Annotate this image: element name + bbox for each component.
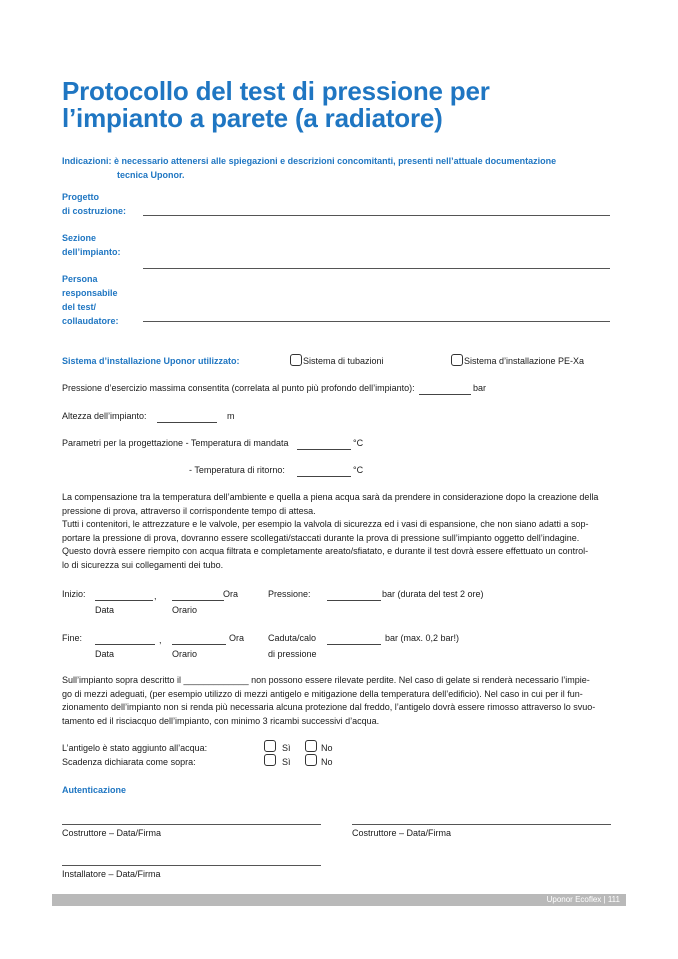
max-pressure-field[interactable] (419, 394, 471, 395)
installer-caption: Installatore – Data/Firma (62, 869, 161, 879)
end-drop-label-1: Caduta/calo (268, 633, 317, 643)
antifreeze-yes-checkbox[interactable] (264, 740, 276, 752)
paragraph-leakage (62, 674, 617, 728)
project-label-1: Progetto (62, 192, 99, 202)
height-field[interactable] (157, 422, 217, 423)
auth-heading: Autenticazione (62, 785, 127, 795)
section-label-1: Sezione (62, 233, 97, 243)
title-line-2: l’impianto a parete (a radiatore) (62, 103, 443, 133)
paragraph-line: Sull’impianto sopra descritto il _____________ non possono essere rilevate perdite. Nel caso di gelate si renderà necessario l’impie- (62, 675, 590, 685)
start-comma: , (154, 591, 157, 601)
paragraph-line: La compensazione tra la temperatura dell’ambiente e quella a piena acqua sarà da prendere in considerazione dopo la creazione della (62, 492, 599, 502)
end-time-field[interactable] (172, 644, 226, 645)
paragraph-line: pressione di prova, attraverso il corrispondente tempo di attesa. (62, 505, 316, 516)
end-label: Fine: (62, 633, 83, 643)
paragraph-line: tamento ed il risciacquo dell’impianto, con minimo 3 ricambi successivi d’acqua. (62, 715, 380, 726)
end-orario-caption: Orario (172, 649, 198, 659)
return-temp-label: - Temperatura di ritorno: (189, 465, 285, 475)
builder1-signature-field[interactable] (62, 824, 321, 825)
return-temp-unit: °C (353, 465, 364, 475)
paragraph-line: go di mezzi adeguati, (per esempio utilizzo di mezzi antigelo e mitigazione della temperatura dell’edificio). Nel caso in cui per il fun- (62, 688, 583, 699)
title-line-1: Protocollo del test di pressione per (62, 76, 490, 106)
expiry-label: Scadenza dichiarata come sopra: (62, 757, 196, 767)
flow-temp-unit: °C (353, 438, 364, 448)
antifreeze-no-label: No (321, 743, 333, 753)
expiry-no-label: No (321, 757, 333, 767)
start-ora: Ora (223, 589, 239, 599)
start-pressure-label: Pressione: (268, 589, 311, 599)
person-label-3: del test/ (62, 302, 97, 312)
builder2-caption: Costruttore – Data/Firma (352, 828, 452, 838)
end-ora: Ora (229, 633, 245, 643)
max-pressure-unit: bar (473, 383, 487, 393)
expiry-yes-label: Sì (282, 757, 291, 767)
person-label-1: Persona (62, 274, 98, 284)
page-title (62, 78, 490, 132)
paragraph-line: Questo dovrà essere riempito con acqua filtrata e completamente areato/sfiatato, e durante il test dovrà essere effettuato un control- (62, 546, 589, 556)
footer-bar (52, 894, 626, 906)
indications-line-2: tecnica Uponor. (117, 170, 185, 180)
flow-temp-field[interactable] (297, 449, 351, 450)
return-temp-field[interactable] (297, 476, 351, 477)
person-label-4: collaudatore: (62, 316, 119, 326)
end-drop-note: bar (max. 0,2 bar!) (385, 633, 460, 643)
start-time-field[interactable] (172, 600, 224, 601)
indications-line-1: Indicazioni: è necessario attenersi alle spiegazioni e descrizioni concomitanti, presenti nell’attuale documentazione (62, 156, 557, 166)
height-unit: m (227, 411, 235, 421)
section-label-2: dell’impianto: (62, 247, 121, 257)
antifreeze-label: L’antigelo è stato aggiunto all’acqua: (62, 743, 208, 753)
system-option1-label: Sistema di tubazioni (303, 356, 384, 366)
paragraph-line: Tutti i contenitori, le attrezzature e le valvole, per esempio la valvola di sicurezza ed i vasi di espansione, che non siano adatti a sop- (62, 519, 589, 529)
paragraph-line: zionamento dell’impianto non si renda più necessaria alcuna protezione dal freddo, l’antigelo dovrà essere rimosso attraverso lo svuo- (62, 702, 596, 712)
end-drop-label-2: di pressione (268, 649, 317, 659)
builder1-caption: Costruttore – Data/Firma (62, 828, 162, 838)
start-data-caption: Data (95, 605, 115, 615)
max-pressure-label: Pressione d’esercizio massima consentita (correlata al punto più profondo dell’impianto): (62, 383, 415, 393)
flow-temp-label: Parametri per la progettazione - Temperatura di mandata (62, 438, 289, 448)
project-label-2: di costruzione: (62, 206, 127, 216)
system-option1-checkbox[interactable] (290, 354, 302, 366)
height-label: Altezza dell’impianto: (62, 411, 147, 421)
person-field[interactable] (143, 321, 610, 322)
paragraph-line: lo di sicurezza sui collegamenti dei tubo. (62, 559, 224, 570)
start-label: Inizio: (62, 589, 86, 599)
installer-signature-field[interactable] (62, 865, 321, 866)
expiry-no-checkbox[interactable] (305, 754, 317, 766)
project-field[interactable] (143, 215, 610, 216)
start-orario-caption: Orario (172, 605, 198, 615)
expiry-yes-checkbox[interactable] (264, 754, 276, 766)
paragraph-line: portare la pressione di prova, dovranno essere scollegati/staccati durante la prova di pressione sull’impianto oggetto dell’indagine. (62, 532, 580, 543)
start-pressure-note: bar (durata del test 2 ore) (382, 589, 484, 599)
section-field[interactable] (143, 268, 610, 269)
paragraph-compensation (62, 491, 617, 572)
antifreeze-yes-label: Sì (282, 743, 291, 753)
person-label-2: responsabile (62, 288, 118, 298)
end-drop-field[interactable] (327, 644, 381, 645)
end-date-field[interactable] (95, 644, 155, 645)
start-pressure-field[interactable] (327, 600, 381, 601)
end-data-caption: Data (95, 649, 115, 659)
footer-text: Uponor Ecoflex | 111 (546, 895, 620, 904)
antifreeze-no-checkbox[interactable] (305, 740, 317, 752)
system-option2-checkbox[interactable] (451, 354, 463, 366)
start-date-field[interactable] (95, 600, 153, 601)
builder2-signature-field[interactable] (352, 824, 611, 825)
system-label: Sistema d’installazione Uponor utilizzato: (62, 356, 240, 366)
system-option2-label: Sistema d’installazione PE-Xa (464, 356, 585, 366)
end-comma: , (159, 635, 162, 645)
